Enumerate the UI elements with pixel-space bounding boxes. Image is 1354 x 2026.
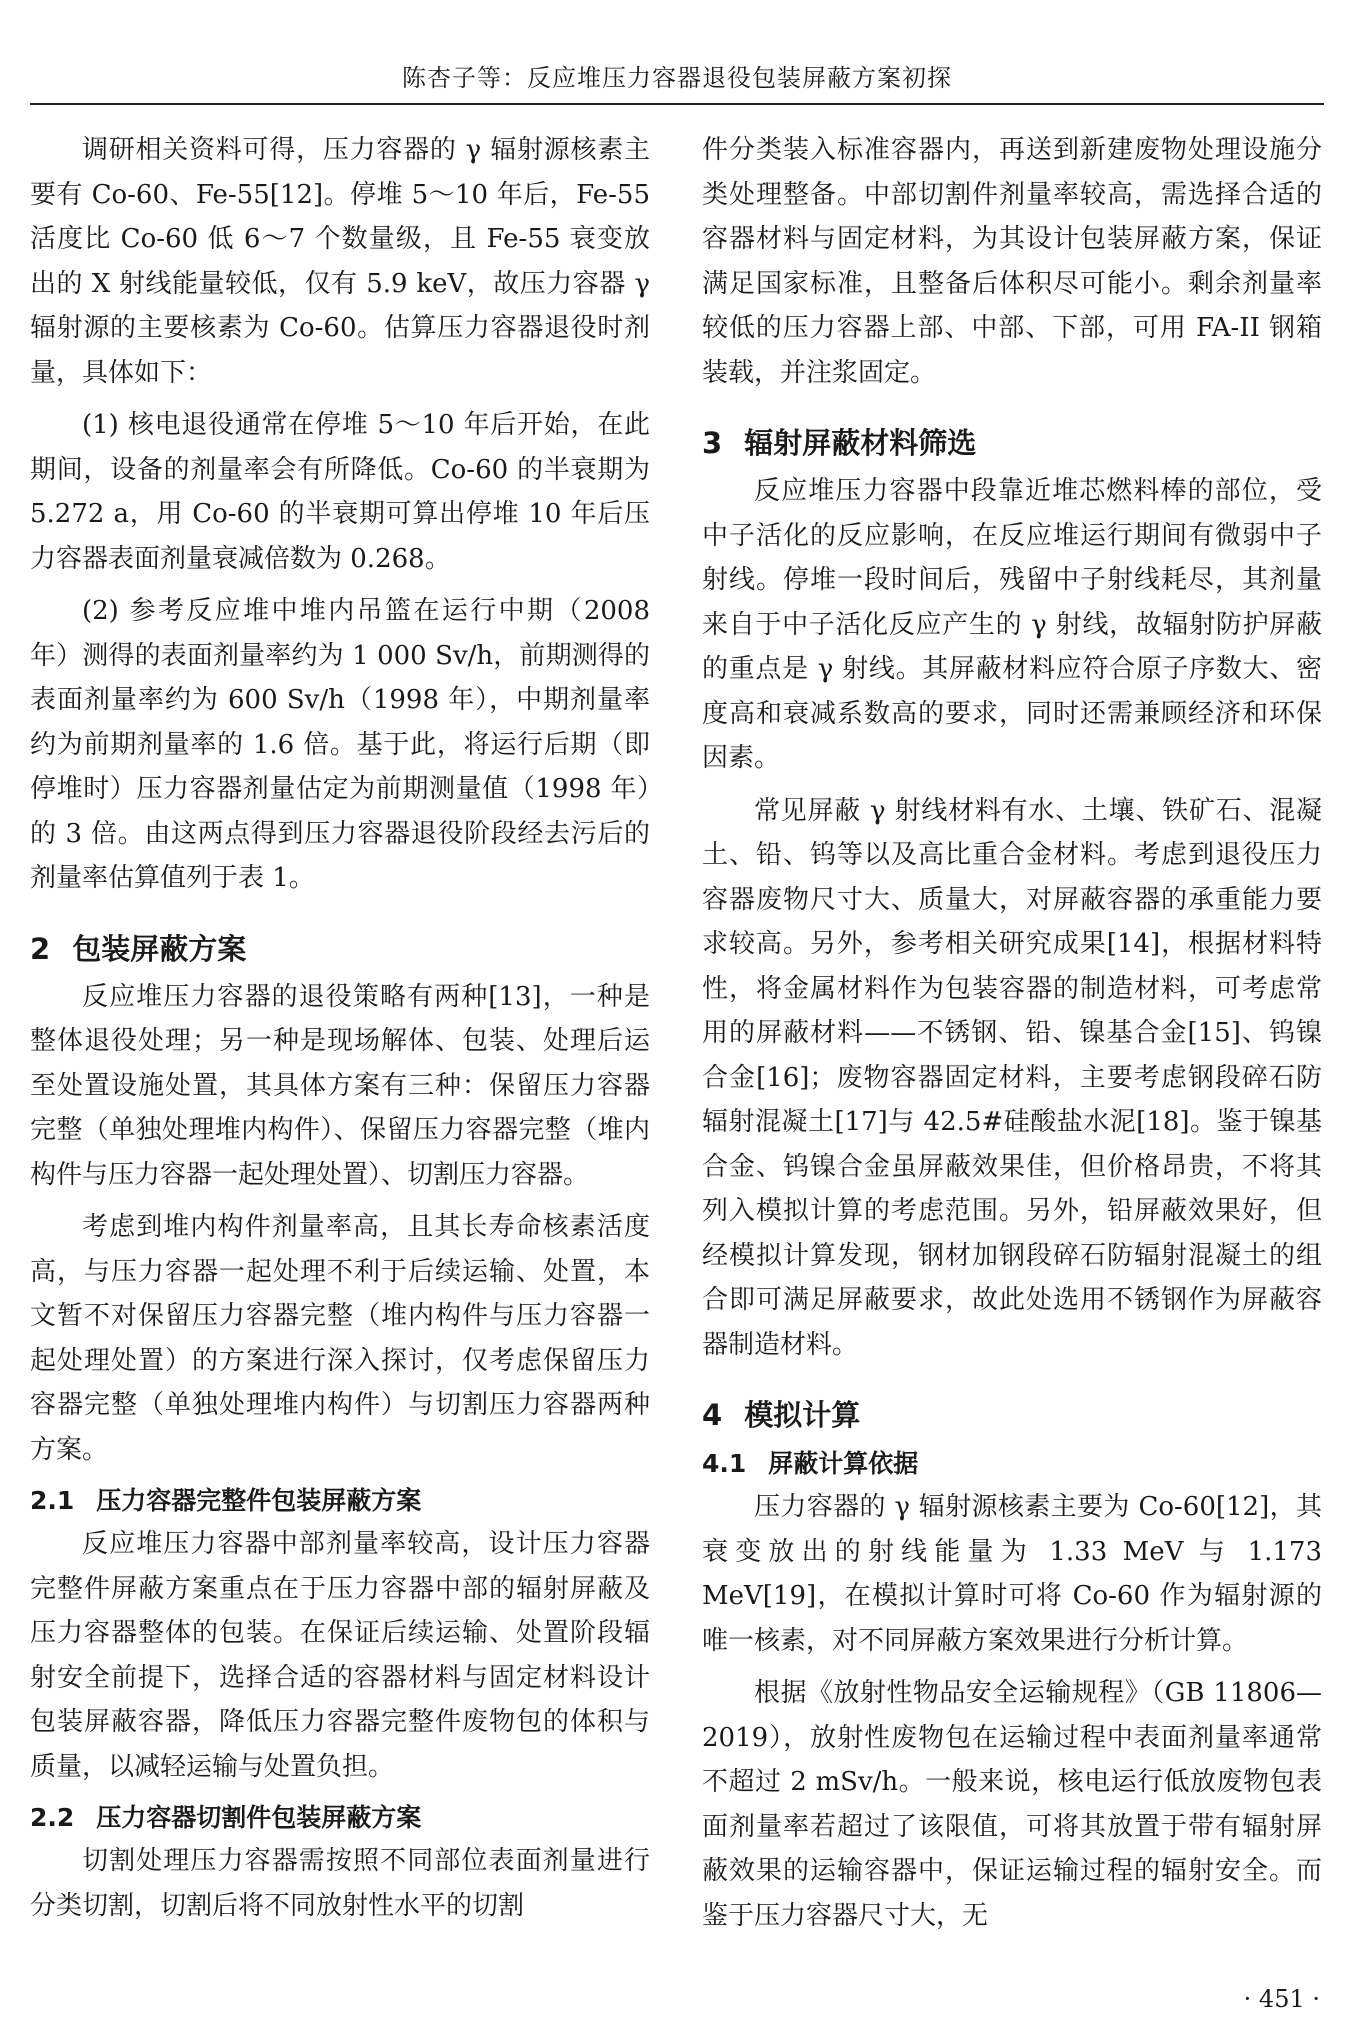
paragraph: 反应堆压力容器中部剂量率较高，设计压力容器完整件屏蔽方案重点在于压力容器中部的辐射屏蔽及压力容器整体的包装。在保证后续运输、处置阶段辐射安全前提下，选择合适的容器材料与固定材料设计包装屏蔽容器，降低压力容器完整件废物包的体积与质量，以减轻运输与处置负担。 (30, 1529, 650, 1782)
paragraph: 件分类装入标准容器内，再送到新建废物处理设施分类处理整备。中部切割件剂量率较高，需选择合适的容器材料与固定材料，为其设计包装屏蔽方案，保证满足国家标准，且整备后体积尽可能小。剩余剂量率较低的压力容器上部、中部、下部，可用 FA-II 钢箱装载，并注浆固定。 (702, 135, 1322, 388)
paragraph: 反应堆压力容器的退役策略有两种[13]，一种是整体退役处理；另一种是现场解体、包装、处理后运至处置设施处置，其具体方案有三种：保留压力容器完整（单独处理堆内构件）、保留压力容器完整（堆内构件与压力容器一起处理处置）、切割压力容器。 (30, 981, 650, 1190)
section-heading-3 (702, 419, 1322, 467)
section-title: 辐射屏蔽材料筛选 (744, 426, 977, 460)
section-title: 包装屏蔽方案 (72, 931, 247, 966)
section-title: 屏蔽计算依据 (768, 1449, 919, 1478)
section-number: 4.1 (702, 1449, 747, 1478)
section-number: 3 (702, 426, 723, 460)
subsection-heading-2-2 (30, 1797, 650, 1839)
paragraph: 常见屏蔽 γ 射线材料有水、土壤、铁矿石、混凝土、铅、钨等以及高比重合金材料。考虑到退役压力容器废物尺寸大、质量大，对屏蔽容器的承重能力要求较高。另外，参考相关研究成果[14]，根据材料特性，将金属材料作为包装容器的制造材料，可考虑常用的屏蔽材料——不锈钢、铅、镍基合金[15]、钨镍合金[16]；废物容器固定材料，主要考虑钢段碎石防辐射混凝土[17]与 42.5#硅酸盐水泥[18]。鉴于镍基合金、钨镍合金虽屏蔽效果佳，但价格昂贵，不将其列入模拟计算的考虑范围。另外，铅屏蔽效果好，但经模拟计算发现，钢材加钢段碎石防辐射混凝土的组合即可满足屏蔽要求，故此处选用不锈钢作为屏蔽容器制造材料。 (702, 795, 1322, 1360)
section-number: 2 (30, 931, 51, 966)
subsection-heading-2-1 (30, 1480, 650, 1522)
subsection-heading-4-1 (702, 1443, 1322, 1485)
section-title: 模拟计算 (744, 1398, 861, 1432)
paragraph: 反应堆压力容器中段靠近堆芯燃料棒的部位，受中子活化的反应影响，在反应堆运行期间有微弱中子射线。停堆一段时间后，残留中子射线耗尽，其剂量来自于中子活化反应产生的 γ 射线，故辐射防护屏蔽的重点是 γ 射线。其屏蔽材料应符合原子序数大、密度高和衰减系数高的要求，同时还需兼顾经济和环保因素。 (702, 476, 1322, 773)
paragraph: 根据《放射性物品安全运输规程》（GB 11806—2019），放射性废物包在运输过程中表面剂量率通常不超过 2 mSv/h。一般来说，核电运行低放废物包表面剂量率若超过了该限值，可将其放置于带有辐射屏蔽效果的运输容器中，保证运输过程的辐射安全。而鉴于压力容器尺寸大，无 (702, 1678, 1322, 1931)
section-heading-4 (702, 1391, 1322, 1439)
section-heading-2 (30, 925, 650, 973)
paragraph: 切割处理压力容器需按照不同部位表面剂量进行分类切割，切割后将不同放射性水平的切割 (30, 1846, 650, 1921)
page-number: · 451 · (1243, 1985, 1320, 2013)
left-column (30, 128, 650, 1936)
right-column (702, 128, 1322, 1946)
paragraph: 调研相关资料可得，压力容器的 γ 辐射源核素主要有 Co-60、Fe-55[12]。停堆 5～10 年后，Fe-55 活度比 Co-60 低 6～7 个数量级，且 Fe-55 衰变放出的 X 射线能量较低，仅有 5.9 keV，故压力容器 γ 辐射源的主要核素为 Co-60。估算压力容器退役时剂量，具体如下： (30, 135, 650, 388)
paragraph: (2) 参考反应堆中堆内吊篮在运行中期（2008 年）测得的表面剂量率约为 1 000 Sv/h，前期测得的表面剂量率约为 600 Sv/h（1998 年），中期剂量率约为前期剂量率的 1.6 倍。基于此，将运行后期（即停堆时）压力容器剂量估定为前期测量值（1998 年）的 3 倍。由这两点得到压力容器退役阶段经去污后的剂量率估算值列于表 1。 (30, 596, 650, 893)
section-number: 2.2 (30, 1803, 75, 1832)
paragraph: 压力容器的 γ 辐射源核素主要为 Co-60[12]，其衰变放出的射线能量为 1.33 MeV 与 1.173 MeV[19]，在模拟计算时可将 Co-60 作为辐射源的唯一核素，对不同屏蔽方案效果进行分析计算。 (702, 1492, 1322, 1656)
running-header: 陈杏子等：反应堆压力容器退役包装屏蔽方案初探 (30, 58, 1324, 105)
section-number: 2.1 (30, 1486, 75, 1515)
paragraph: (1) 核电退役通常在停堆 5～10 年后开始，在此期间，设备的剂量率会有所降低。Co-60 的半衰期为 5.272 a，用 Co-60 的半衰期可算出停堆 10 年后压力容器表面剂量衰减倍数为 0.268。 (30, 410, 650, 574)
section-title: 压力容器完整件包装屏蔽方案 (96, 1486, 422, 1515)
section-number: 4 (702, 1398, 723, 1432)
paragraph: 考虑到堆内构件剂量率高，且其长寿命核素活度高，与压力容器一起处理不利于后续运输、处置，本文暂不对保留压力容器完整（堆内构件与压力容器一起处理处置）的方案进行深入探讨，仅考虑保留压力容器完整（单独处理堆内构件）与切割压力容器两种方案。 (30, 1212, 650, 1465)
section-title: 压力容器切割件包装屏蔽方案 (96, 1803, 422, 1832)
